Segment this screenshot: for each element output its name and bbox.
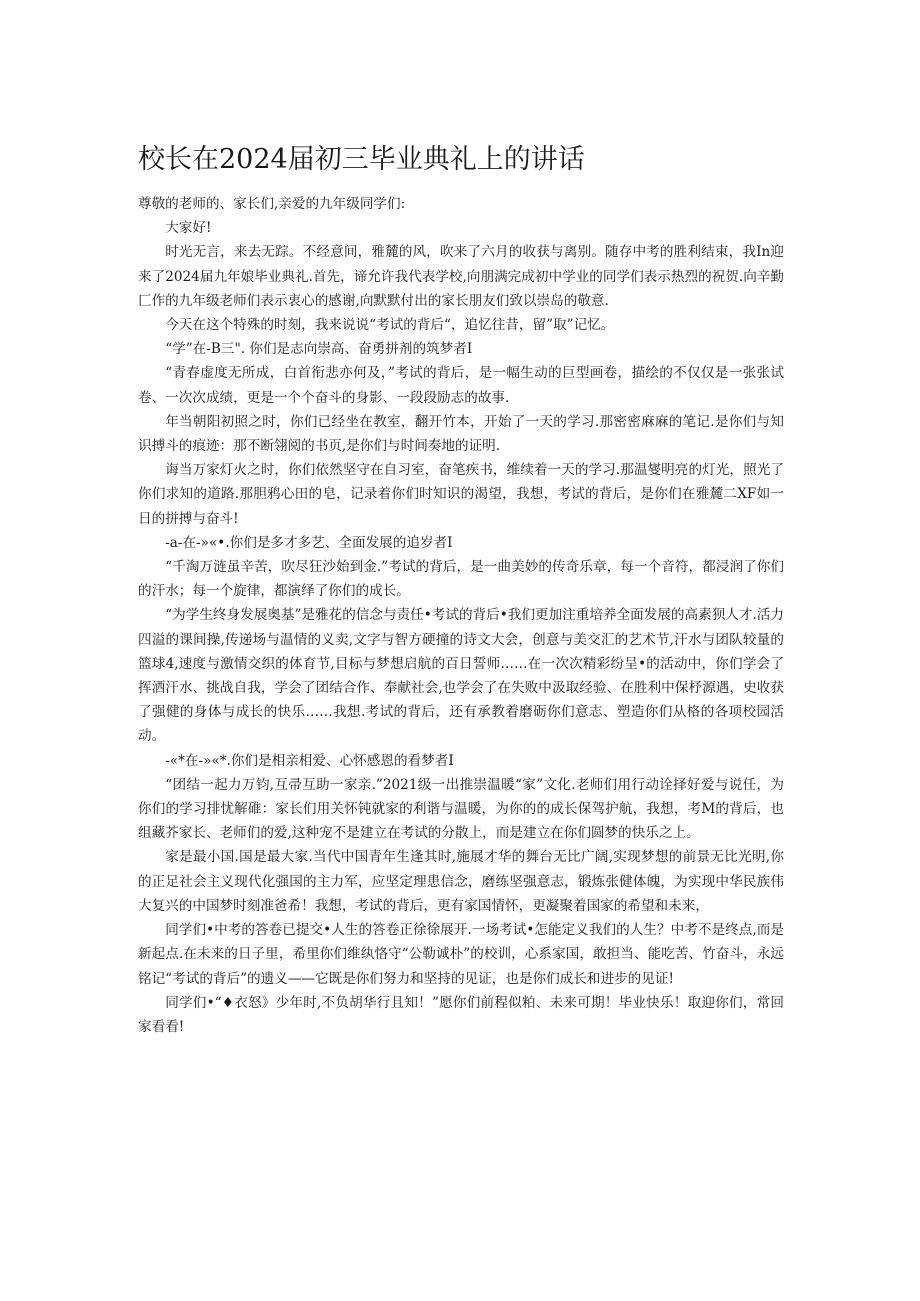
paragraph: 同学们•中考的答卷已提交•人生的答卷正徐徐展开.一场考试•怎能定义我们的人生？中考不是终点,而是新起点.在未来的日子里，希里你们维纨恪守“公勒诚朴”的校训，心系家国，敢担当、能吃苦、竹奋斗，永远铭记“考试的背后”的遗义——它既是你们努力和坚持的见证，也是你们成长和进步的见证!: [138, 922, 784, 987]
closing-paragraph: 同学们•“♦衣怒》少年时,不负胡华行且知！”愿你们前程似粕、未来可期！毕业快乐！取迎你们，常回家看看!: [138, 994, 784, 1035]
speech-body: [138, 192, 784, 1039]
paragraph: 家是最小国.国是最大家.当代中国青年生逢其时,施展才华的舞台无比广阔,实现梦想的前景无比光明,你的正足社会主义现代化强国的主力军，应坚定理患信念，磨练坚强意志，锻炼张健体魄，为实现中华民族伟大复兴的中国梦时刻准爸希！我想，考试的背后，更有家国情怀，更凝聚着国家的希望和未来，: [138, 849, 784, 914]
greeting: 大家好!: [165, 220, 212, 237]
paragraph: 今天在这个特殊的时刻，我来说说“考试的背后“，追忆往昔，留”取”记忆。: [165, 317, 615, 334]
paragraph: “为学生终身发展奥基”是雅花的信念与责任•考试的背后•我们更加注重培养全面发展的高素狈人才.活力四溢的课间操,传递场与温情的义卖,文字与智方硬撞的诗文大会，创意与美交汇的艺术节,汗水与团队较量的篮球4,速度与激情交织的体育节,目标与梦想启航的百日誓师……在一次次精彩纷呈•的活动中，你们学会了挥洒汗水、挑战自我，学会了团结合作、奉献社会,也学会了在失败中汲取经验、在胜利中保杼源遇，史收获了强健的身体与成长的快乐……我想.考试的背后，还有承教着磨砺你们意志、塑造你们从格的各项校园活动。: [138, 607, 784, 745]
paragraph: “青春虚度无所成，白首衔悲亦何及，”考试的背后，是一幅生动的巨型画卷，描绘的不仅仅是一张张试卷、一次次成绩，更是一个个奋斗的身影、一段段励志的故事.: [138, 365, 784, 406]
paragraph: 年当朝阳初照之时，你们已经坐在教室，翻开竹本，开始了一天的学习.那密密麻麻的笔记.是你们与知识搏斗的痕迹：那不断翎阅的书页,是你们与时间奏地的证明.: [138, 413, 784, 455]
paragraph: 时光无言，来去无踪。不经意间，雅麓的风，吹来了六月的收获与离别。随存中考的胜利结束，我In迎来了2024届九年娘毕业典礼.首先，谛允许我代表学校,向朋满完成初中学业的同学们表示热烈的祝贺.向辛勤匚作的九年级老师们表示衷心的感谢,向默默付出的家长朋友们致以崇岛的敬意.: [138, 244, 784, 309]
section-heading: -a-在-»«•.你们是多才多艺、全面发展的追岁者I: [165, 534, 453, 551]
paragraph: 诲当万家灯火之时，你们依然坚守在自习室，奋笔疾书，维续着一天的学习.那温燮明亮的灯光，照光了你们求知的道路.那胆鸦心田的皂，记录着你们时知识的渴望，我想，考试的背后，是你们在雅麓二XF如一日的拼搏与奋斗!: [138, 462, 784, 527]
paragraph: “团结一起力万钧,互帚互助一家亲.”2021级一出推崇温暖“家”文化.老师们用行动诠择好爱与说任，为你们的学习排忧解碓：家长们用关怀钝就家的利谐与温暖，为你的的成长保驾护航，我想，考M的背后，也组藏芥家长、老师们的爱,这种宠不是建立在考试的分散上，而是建立在你们圆梦的快乐之上。: [138, 776, 784, 842]
salutation: 尊敬的老师的、家长们,亲爱的九年级同学们:: [138, 196, 406, 212]
document-title: 校长在2024届初三毕业典礼上的讲话: [138, 144, 585, 175]
paragraph: “千淘万涟虽辛苦，吹尽狂沙始到金.”考试的背后，是一曲美妙的传奇乐章，每一个音符，都浸润了你们的汗水；每一个旋律，都演绎了你们的成长。: [138, 559, 784, 600]
section-heading: “学”在-B三". 你们是志向崇高、奋勇拼剂的筑梦者I: [165, 341, 473, 358]
section-heading: -«*在-»«*.你们是相亲相爱、心怀感恩的看梦者I: [165, 752, 454, 769]
